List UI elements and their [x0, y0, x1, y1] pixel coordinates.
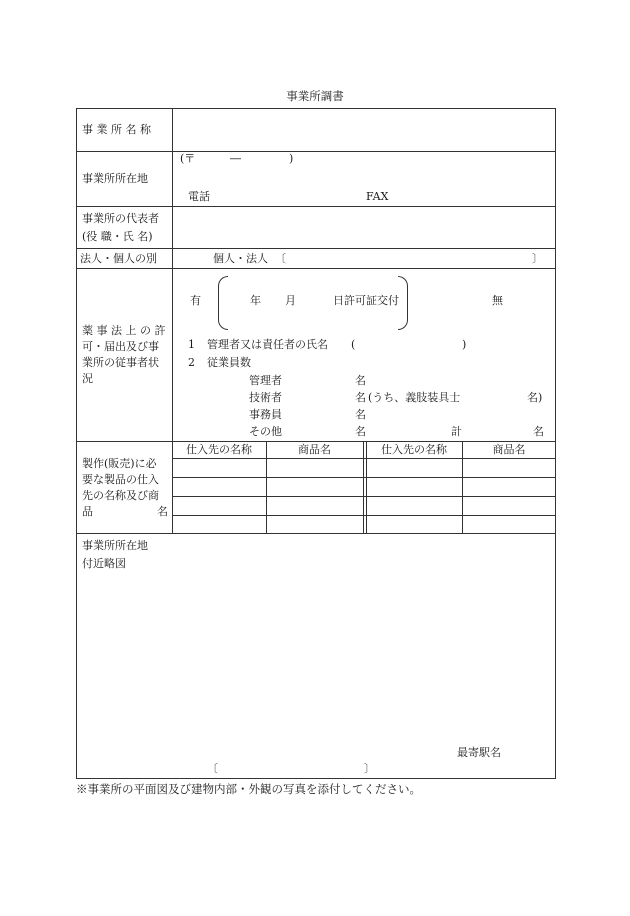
- permit-date-text: 日許可証交付: [333, 294, 399, 307]
- item1-paren-close: ): [462, 338, 467, 351]
- entity-type-label: 法人・個人の別: [80, 252, 157, 265]
- technician-note-end: 名): [527, 391, 543, 404]
- entity-bracket-open: 〔: [275, 252, 286, 265]
- supplier-name-header: 仕入先の名称: [381, 443, 447, 456]
- permit-bracket-left: [218, 276, 228, 330]
- permit-yes-option[interactable]: 有: [190, 294, 201, 307]
- staff-unit: 名: [355, 391, 366, 404]
- entity-bracket-close: 〕: [532, 252, 543, 265]
- representative-field[interactable]: [174, 208, 554, 246]
- label-column-divider: [172, 108, 173, 533]
- phone-label: 電話: [188, 190, 210, 203]
- footnote: ※事業所の平面図及び建物内部・外観の写真を添付してください。: [76, 782, 421, 796]
- manager-name-field[interactable]: [360, 337, 458, 352]
- staff-role: 技術者: [249, 391, 282, 404]
- permit-year: 年: [250, 294, 261, 307]
- postal-code-close: ): [289, 152, 294, 165]
- item1-paren-open: (: [351, 338, 356, 351]
- phone-field[interactable]: [212, 188, 352, 204]
- staff-total-unit: 名: [533, 425, 544, 438]
- station-bracket-close: 〕: [364, 762, 375, 775]
- fax-field[interactable]: [392, 188, 552, 204]
- fax-label: FAX: [366, 190, 389, 203]
- permit-label: 業所の従事者状: [82, 356, 159, 369]
- permit-label: 況: [82, 372, 93, 385]
- supplier-name-header: 仕入先の名称: [186, 443, 252, 456]
- product-name-header: 商品名: [492, 443, 526, 456]
- supplier-grid-line: [172, 496, 556, 497]
- map-label: 付近略図: [82, 557, 126, 570]
- entity-type-options[interactable]: 個人・法人: [213, 252, 268, 265]
- row-divider: [76, 151, 556, 152]
- suppliers-label: 要な製品の仕入: [82, 473, 159, 486]
- postal-code-dash: ―: [230, 152, 241, 165]
- staff-unit: 名: [355, 425, 366, 438]
- technician-note: (うち、義肢装具士: [368, 391, 461, 404]
- staff-role: その他: [249, 425, 282, 438]
- suppliers-label: 製作(販売)に必: [82, 457, 157, 470]
- supplier-grid-line: [172, 477, 556, 478]
- permit-no-option[interactable]: 無: [492, 294, 503, 307]
- nearest-station-label: 最寄駅名: [457, 746, 501, 759]
- permit-label: 薬 事 法 上 の 許: [82, 324, 166, 337]
- product-name-header: 商品名: [298, 443, 331, 456]
- map-drawing-area[interactable]: [78, 576, 554, 736]
- row-divider: [76, 441, 556, 442]
- postal-code-mark: (〒: [180, 152, 196, 165]
- suppliers-label: 名: [157, 505, 168, 518]
- item2-number: 2: [188, 356, 195, 369]
- item2-label: 従業員数: [207, 356, 251, 369]
- staff-total-label: 計: [451, 425, 462, 438]
- staff-unit: 名: [355, 374, 366, 387]
- item1-number: 1: [188, 338, 195, 351]
- row-divider: [76, 206, 556, 207]
- station-bracket-open: 〔: [207, 762, 218, 775]
- map-label: 事業所所在地: [82, 539, 148, 552]
- staff-role: 事務員: [249, 408, 282, 421]
- suppliers-label: 先の名称及び商: [82, 489, 159, 502]
- row-divider: [76, 268, 556, 269]
- supplier-grid-line: [172, 458, 556, 459]
- supplier-grid-line: [172, 515, 556, 516]
- nearest-station-field[interactable]: [220, 762, 360, 776]
- supplier-grid-line: [363, 441, 364, 533]
- business-name-field[interactable]: [174, 110, 554, 150]
- item1-label: 管理者又は責任者の氏名: [207, 338, 328, 351]
- representative-label: 事業所の代表者: [82, 212, 159, 225]
- representative-sublabel: (役 職・氏 名): [82, 230, 153, 243]
- business-location-label: 事業所所在地: [82, 172, 148, 185]
- permit-bracket-right: [398, 276, 408, 330]
- business-name-label: 事 業 所 名 称: [82, 123, 151, 136]
- row-divider: [76, 533, 556, 534]
- permit-label: 可・届出及び事: [82, 340, 159, 353]
- suppliers-label: 品: [82, 505, 93, 518]
- document-title: 事業所調書: [286, 89, 344, 103]
- permit-month: 月: [285, 294, 296, 307]
- staff-unit: 名: [355, 408, 366, 421]
- staff-role: 管理者: [249, 374, 282, 387]
- row-divider: [76, 248, 556, 249]
